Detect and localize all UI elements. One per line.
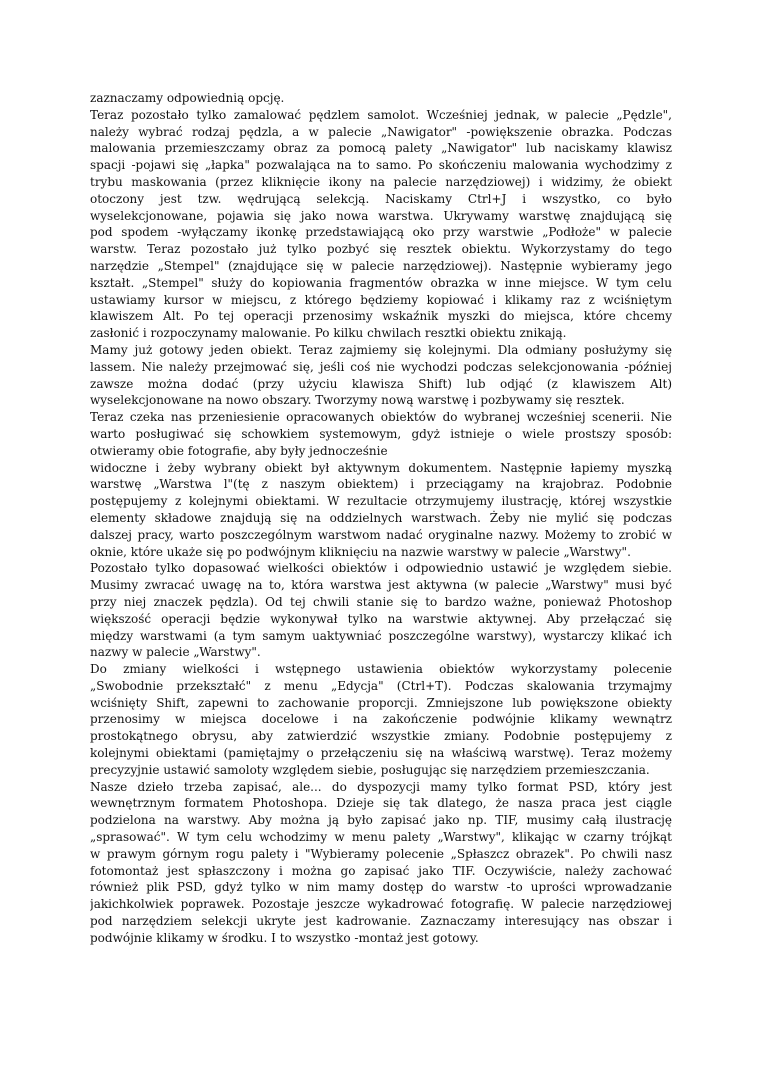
text-line: przy niej znaczek pędzla). Od tej chwili stanie się to bardzo ważne, ponieważ Photoshop (90, 594, 672, 609)
text-line: zaznaczamy odpowiednią opcję. (90, 91, 285, 105)
text-line: wciśnięty Shift, zapewni to zachowanie proporcji. Zmniejszone lub powiększone obiekty (90, 695, 672, 710)
text-line: podzielona na warstwy. Aby można ją było zapisać jako np. TIF, musimy całą ilustrację (90, 813, 672, 828)
text-line: wyselekcjonowane na nowo obszary. Tworzymy nową warstwę i pozbywamy się resztek. (90, 393, 625, 408)
text-line: Nasze dzieło trzeba zapisać, ale... do dyspozycji mamy tylko format PSD, który jest (90, 779, 672, 794)
text-line: Pozostało tylko dopasować wielkości obiektów i odpowiednio ustawić je względem siebie. (90, 561, 672, 576)
text-line: warstwę „Warstwa l"(tę z naszym obiektem) i przeciągamy na krajobraz. Podobnie (90, 477, 672, 492)
text-line: w prawym górnym rogu palety i "Wybieramy polecenie „Spłaszcz obrazek". Po chwili nasz (90, 846, 672, 861)
text-line: elementy składowe znajdują się na oddzielnych warstwach. Żeby nie mylić się podczas (90, 510, 672, 525)
text-line: Mamy już gotowy jeden obiekt. Teraz zajmiemy się kolejnymi. Dla odmiany posłużymy się (90, 342, 672, 357)
text-line: lassem. Nie należy przejmować się, jeśli coś nie wychodzi podczas selekcjonowania -później (90, 359, 672, 374)
text-line: precyzyjnie ustawić samoloty względem siebie, posługując się narzędziem przemieszczania. (90, 762, 650, 777)
text-line: zawsze można dodać (przy użyciu klawisza Shift) lub odjąć (z klawiszem Alt) (90, 376, 672, 391)
text-line: trybu maskowania (przez kliknięcie ikony na palecie narzędziowej) i widzimy, że obiekt (90, 174, 672, 189)
text-line: postępujemy z kolejnymi obiektami. W rezultacie otrzymujemy ilustrację, której wszystkie (90, 494, 672, 509)
text-line: większość operacji będzie wykonywał tylko na warstwie aktywnej. Aby przełączać się (90, 611, 672, 626)
text-line: klawiszem Alt. Po tej operacji przenosimy wskaźnik myszki do miejsca, które chcemy (90, 309, 672, 324)
text-line: między warstwami (a tym samym uaktywniać poszczególne warstwy), wystarczy klikać ich (90, 628, 672, 643)
text-line: Teraz czeka nas przeniesienie opracowanych obiektów do wybranej wcześniej scenerii. Nie (90, 410, 672, 425)
text-line: otoczony jest tzw. wędrującą selekcją. Naciskamy Ctrl+J i wszystko, co było (90, 191, 672, 206)
text-line: widoczne i żeby wybrany obiekt był aktywnym dokumentem. Następnie łapiemy myszką (90, 460, 672, 475)
text-line: wyselekcjonowane, pojawia się jako nowa warstwa. Ukrywamy warstwę znajdującą się (90, 208, 672, 223)
document-body (90, 90, 672, 947)
text-line: Musimy zwracać uwagę na to, która warstwa jest aktywna (w palecie „Warstwy" musi być (90, 578, 672, 593)
text-line: również plik PSD, gdyż tylko w nim mamy dostęp do warstw -to uprości wprowadzanie (90, 880, 672, 895)
text-line: malowania przemieszczamy obraz za pomocą palety „Nawigator" lub naciskamy klawisz (90, 141, 672, 156)
text-line: oknie, które ukaże się po podwójnym kliknięciu na nazwie warstwy w palecie „Warstwy". (90, 544, 631, 559)
text-line: fotomontaż jest spłaszczony i można go zapisać jako TIF. Oczywiście, należy zachować (90, 863, 672, 878)
text-line: spacji -pojawi się „łapka" pozwalająca na to samo. Po skończeniu malowania wychodzimy z (90, 158, 672, 173)
text-line: dalszej pracy, warto poszczególnym warstwom nadać oryginalne nazwy. Możemy to zrobić w (90, 527, 672, 542)
text-line: kolejnymi obiektami (pamiętajmy o przełączeniu się na właściwą warstwę). Teraz możemy (90, 746, 672, 761)
text-line: „Swobodnie przekształć" z menu „Edycja" (Ctrl+T). Podczas skalowania trzymajmy (90, 678, 672, 693)
text-line: warstw. Teraz pozostało już tylko pozbyć się resztek obiektu. Wykorzystamy do tego (90, 242, 672, 257)
text-line: jakichkolwiek poprawek. Pozostaje jeszcze wykadrować fotografię. W palecie narzędziowej (90, 897, 672, 912)
text-line: nazwy w palecie „Warstwy". (90, 645, 261, 660)
text-line: narzędzie „Stempel" (znajdujące się w palecie narzędziowej). Następnie wybieramy jego (90, 258, 672, 273)
text-line: pod spodem -wyłączamy ikonkę przedstawiającą oko przy warstwie „Podłoże" w palecie (90, 225, 672, 240)
text-line: pod narzędziem selekcji ukryte jest kadrowanie. Zaznaczamy interesujący nas obszar i (90, 914, 672, 929)
text-line: ustawiamy kursor w miejscu, z którego będziemy kopiować i klikamy raz z wciśniętym (90, 292, 672, 307)
text-line: Do zmiany wielkości i wstępnego ustawienia obiektów wykorzystamy polecenie (90, 662, 672, 677)
text-line: podwójnie klikamy w środku. I to wszystko -montaż jest gotowy. (90, 930, 479, 945)
text-line: kształt. „Stempel" służy do kopiowania fragmentów obrazka w inne miejsce. W tym celu (90, 275, 672, 290)
text-line: „sprasować". W tym celu wchodzimy w menu palety „Warstwy", klikając w czarny trójkąt (90, 830, 672, 845)
text-line: przenosimy w miejsca docelowe i na zakończenie podwójnie klikamy wewnątrz (90, 712, 672, 727)
text-line: Teraz pozostało tylko zamalować pędzlem samolot. Wcześniej jednak, w palecie „Pędzle", (90, 107, 672, 122)
text-line: wewnętrznym formatem Photoshopa. Dzieje się tak dlatego, że nasza praca jest ciągle (90, 796, 672, 811)
text-line: prostokątnego obrysu, aby zatwierdzić wszystkie zmiany. Podobnie postępujemy z (90, 729, 672, 744)
text-line: otwieramy obie fotografie, aby były jednocześnie (90, 443, 388, 458)
text-line: należy wybrać rodzaj pędzla, a w palecie „Nawigator" -powiększenie obrazka. Podczas (90, 124, 672, 139)
text-line: warto posługiwać się schowkiem systemowym, gdyż istnieje o wiele prostszy sposób: (90, 426, 672, 441)
text-line: zasłonić i rozpoczynamy malowanie. Po kilku chwilach resztki obiektu znikają. (90, 326, 567, 341)
